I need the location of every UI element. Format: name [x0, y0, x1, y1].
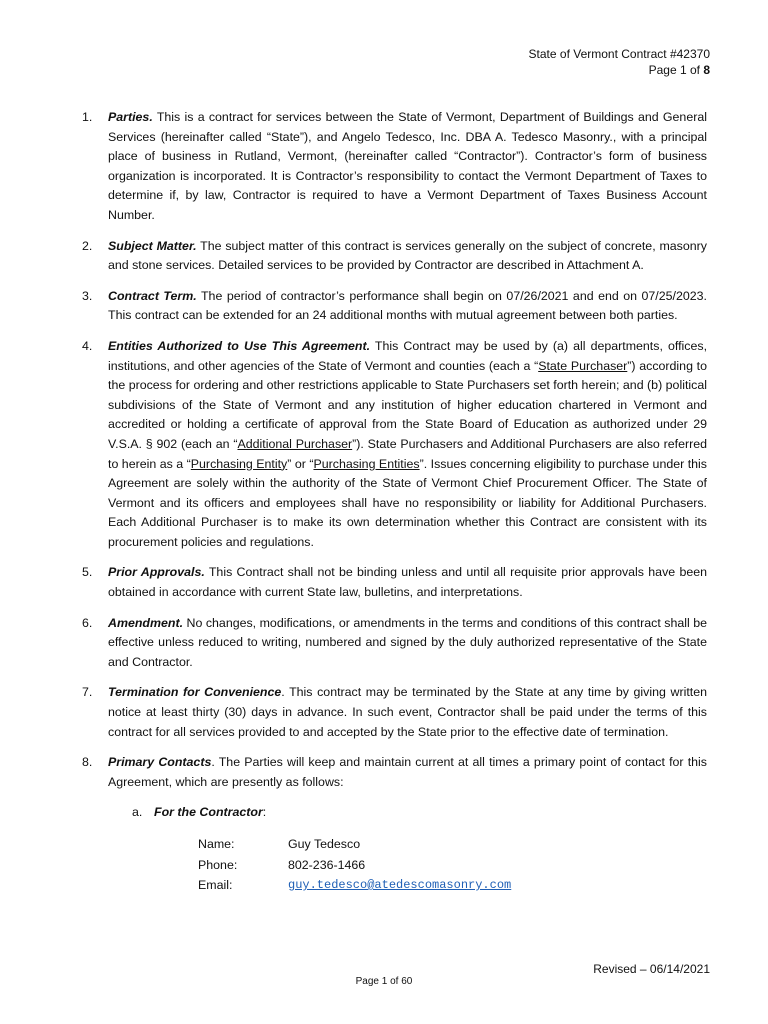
- contact-name: Guy Tedesco: [288, 837, 361, 851]
- contact-name-row: Name: Guy Tedesco: [198, 835, 707, 856]
- section-amendment: 6. Amendment. No changes, modifications, or amendments in the terms and conditions of this contract shall be effective unless reduced to writing, numbered and signed by the duly authorized representative of the State and Contractor.: [82, 615, 707, 669]
- section-title: Primary Contacts: [108, 755, 212, 770]
- page-header: [529, 46, 710, 78]
- contact-phone-row: Phone: 802-236-1466: [198, 856, 707, 877]
- section-title: Contract Term.: [108, 288, 197, 303]
- section-title: Entities Authorized to Use This Agreement.: [108, 338, 371, 353]
- section-termination: 7. Termination for Convenience. This contract may be terminated by the State at any time by giving written notice at least thirty (30) days in advance. In such event, Contractor shall be paid under the terms of this contract for all services provided to and accepted by the State prior to the effective date of termination.: [82, 685, 707, 739]
- section-subject-matter: 2. Subject Matter. The subject matter of this contract is services generally on the subject of concrete, masonry and stone services. Detailed services to be provided by Contractor are described in Attachment A.: [82, 238, 707, 273]
- section-title: Parties.: [108, 110, 153, 124]
- contractor-contact-details: [198, 835, 707, 897]
- section-title: Termination for Convenience: [108, 685, 282, 700]
- revised-date: Revised – 06/14/2021: [593, 962, 710, 976]
- contractor-contact-heading: a. For the Contractor:: [132, 805, 267, 820]
- section-contract-term: 3. Contract Term. The period of contractor’s performance shall begin on 07/26/2021 and end on 07/25/2023. This contract can be extended for an 24 additional months with mutual agreement between both parties.: [82, 288, 707, 323]
- term-purchasing-entities: Purchasing Entities: [313, 456, 420, 471]
- contact-email-link[interactable]: guy.tedesco@atedescomasonry.com: [288, 878, 512, 892]
- term-purchasing-entity: Purchasing Entity: [190, 456, 288, 471]
- section-title: Amendment.: [108, 615, 184, 630]
- section-title: Subject Matter.: [108, 238, 197, 253]
- contact-email-row: Email: guy.tedesco@atedescomasonry.com: [198, 876, 707, 897]
- header-page-number: Page 1 of 8: [648, 63, 710, 77]
- contract-number: State of Vermont Contract #42370: [528, 47, 710, 61]
- section-parties: 1. Parties. This is a contract for services between the State of Vermont, Department of Buildings and General Services (hereinafter called “State”), and Angelo Tedesco, Inc. DBA A. Tedesco Masonry., with a principal place of business in Rutland, Vermont, (hereinafter called “Contractor”). Contractor’s form of business organization is incorporated. It is Contractor’s responsibility to contact the Vermont Department of Taxes to determine if, by law, Contractor is required to have a Vermont Department of Taxes Business Account Number.: [82, 110, 707, 222]
- section-title: Prior Approvals.: [108, 565, 205, 580]
- section-authorized-entities: 4. Entities Authorized to Use This Agreement. This Contract may be used by (a) all departments, offices, institutions, and other agencies of the State of Vermont and counties (each a “State Purchaser”) according to the process for ordering and other restrictions applicable to State Purchasers set forth herein; and (b) political subdivisions of the State of Vermont and any institution of higher education chartered in Vermont and accredited or holding a certificate of approval from the State Board of Education as authorized under 29 V.S.A. § 902 (each an “Additional Purchaser”). State Purchasers and Additional Purchasers are also referred to herein as a “Purchasing Entity” or “Purchasing Entities”. Issues concerning eligibility to purchase under this Agreement are solely within the authority of the State of Vermont Chief Procurement Officer. The State of Vermont and its officers and employees shall have no responsibility or liability for Additional Purchasers. Each Additional Purchaser is to make its own determination whether this Contract are consistent with its procurement policies and regulations.: [82, 338, 708, 549]
- section-prior-approvals: 5. Prior Approvals. This Contract shall not be binding unless and until all requisite prior approvals have been obtained in accordance with current State law, bulletins, and interpretations.: [82, 565, 708, 600]
- contract-body: [82, 108, 707, 897]
- page-footer: Page 1 of 60: [355, 976, 413, 987]
- section-primary-contacts: 8. Primary Contacts. The Parties will keep and maintain current at all times a primary point of contact for this Agreement, which are presently as follows:: [82, 755, 707, 789]
- contact-phone: 802-236-1466: [288, 857, 366, 872]
- term-state-purchaser: State Purchaser: [538, 358, 628, 373]
- term-additional-purchaser: Additional Purchaser: [237, 436, 353, 451]
